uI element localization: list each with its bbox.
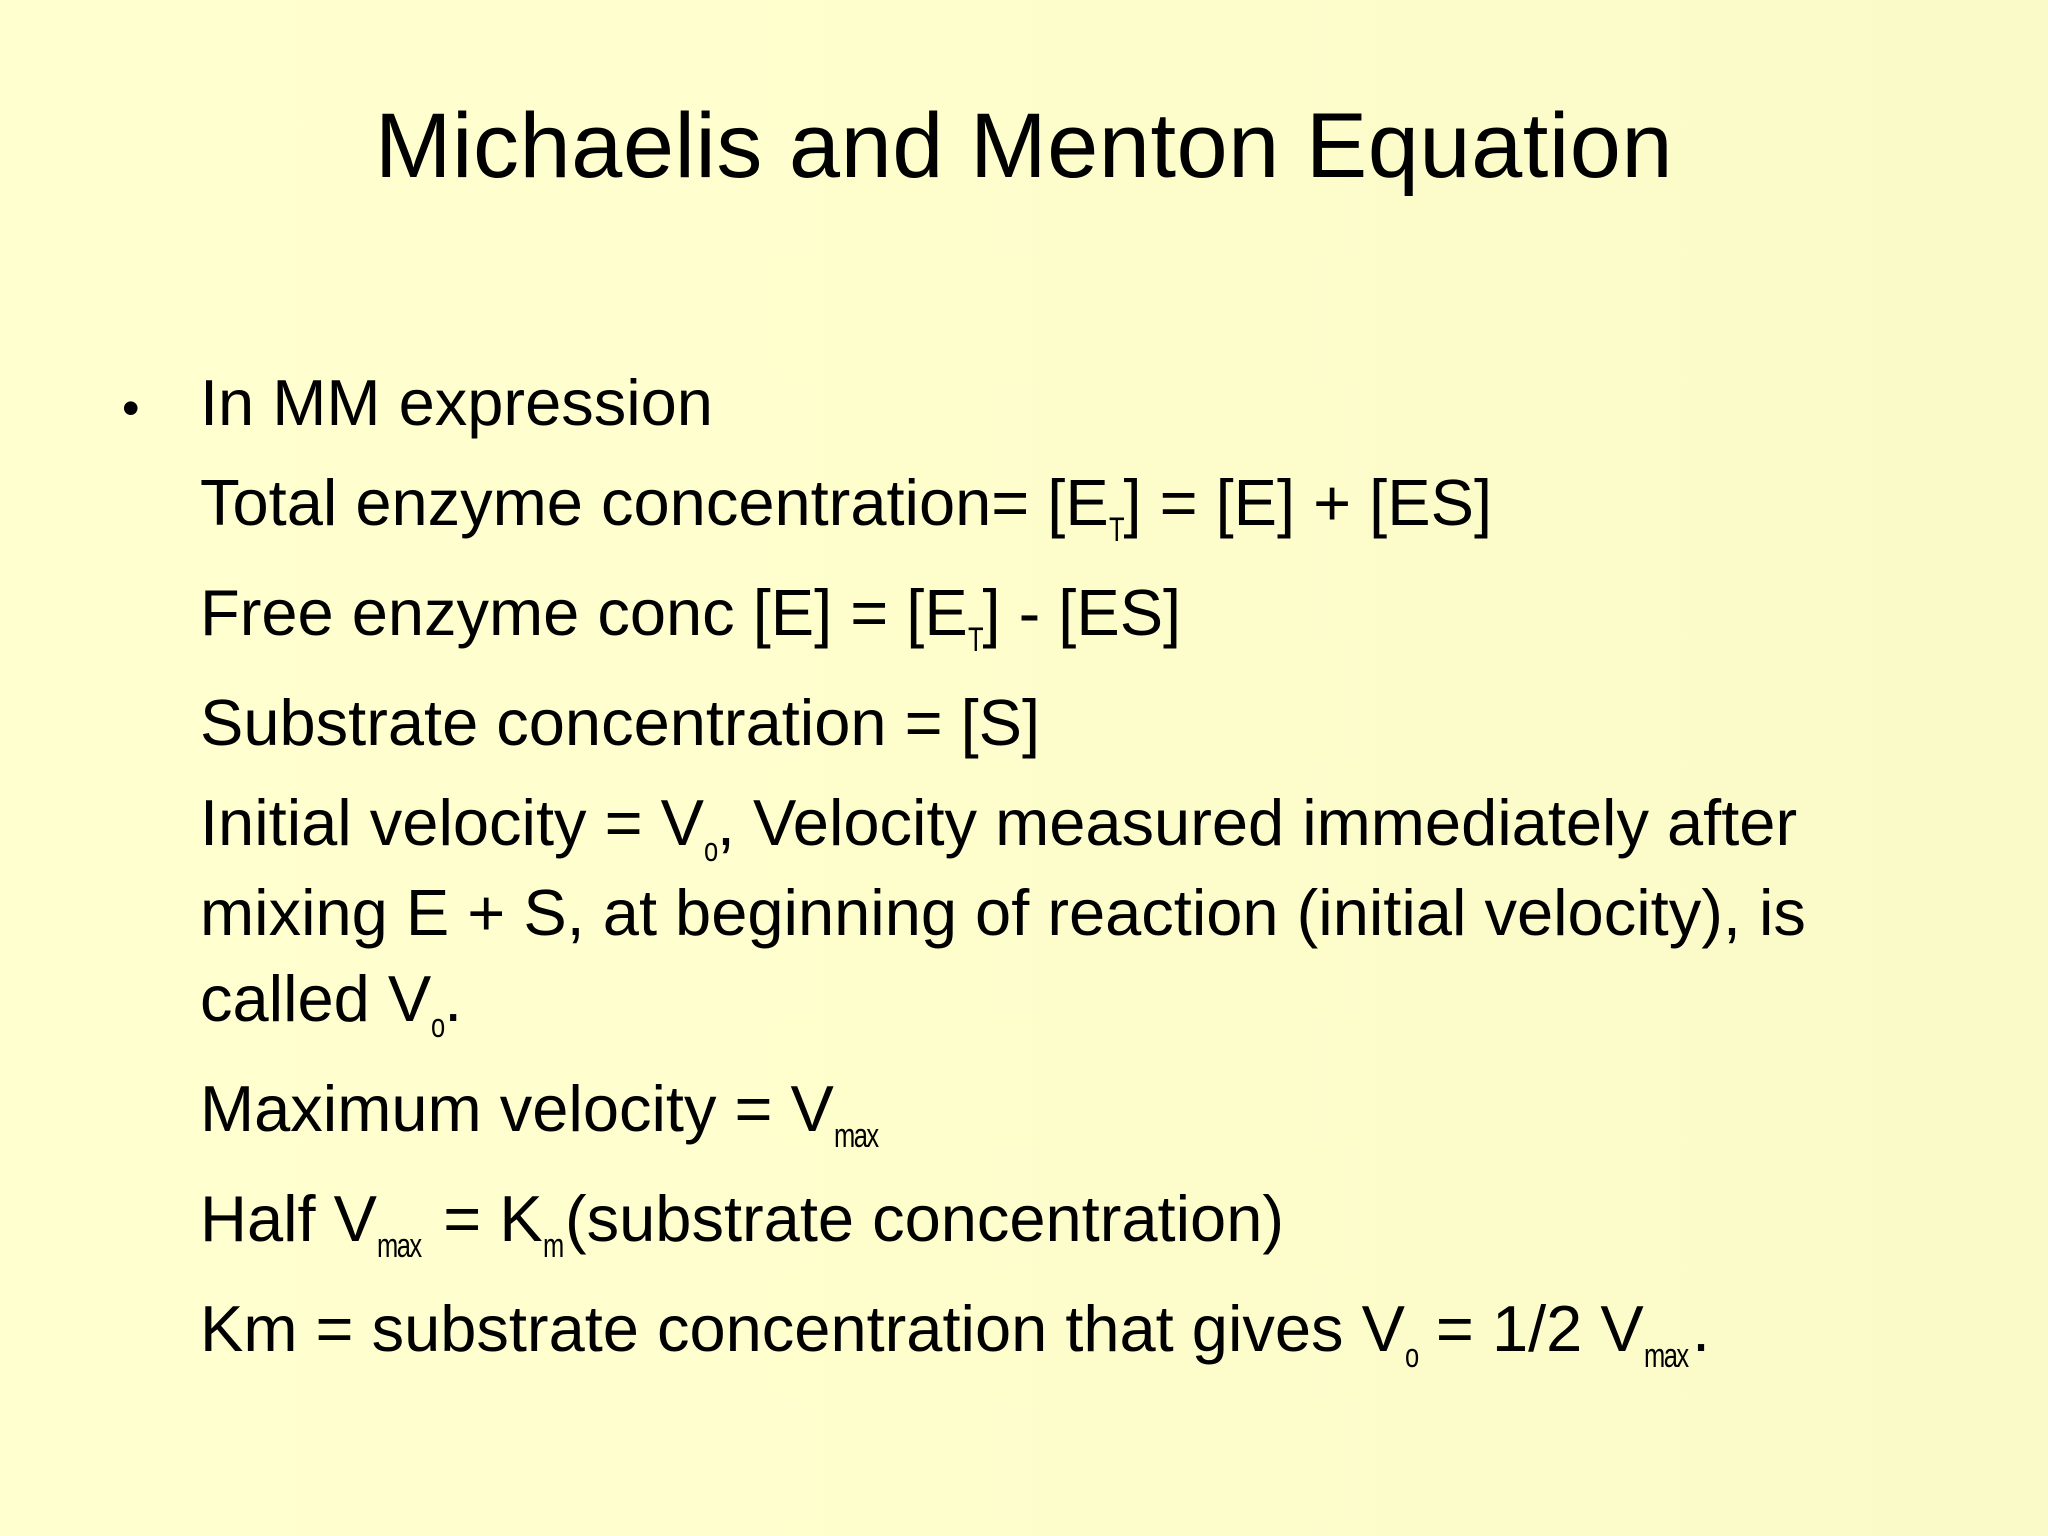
text: (substrate concentration) — [565, 1182, 1284, 1255]
slide-title: Michaelis and Menton Equation — [374, 95, 1674, 197]
text: Total enzyme concentration= [E — [200, 466, 1109, 539]
text: Maximum velocity = V — [200, 1072, 834, 1145]
line-total-enzyme — [200, 466, 1492, 551]
subscript: o — [703, 831, 717, 869]
subscript: max — [377, 1227, 421, 1265]
line-initial-velocity-cont: mixing E + S, at beginning of reaction (initial velocity), is — [200, 876, 1806, 949]
text: = K — [425, 1182, 543, 1255]
subscript: m — [542, 1227, 563, 1265]
bullet-marker: • — [122, 380, 140, 436]
line-initial-velocity — [200, 786, 1797, 871]
subscript: o — [1404, 1337, 1418, 1375]
line-max-velocity — [200, 1072, 882, 1157]
text: . — [444, 962, 463, 1035]
line-intro: In MM expression — [200, 366, 713, 439]
subscript: T — [967, 621, 982, 659]
line-substrate: Substrate concentration = [S] — [200, 686, 1041, 759]
text: Free enzyme conc [E] = [E — [200, 576, 968, 649]
subscript: o — [431, 1007, 444, 1045]
text: = 1/2 V — [1417, 1292, 1644, 1365]
text: . — [1691, 1292, 1711, 1365]
text: called V — [200, 962, 432, 1035]
text: Initial velocity = V — [200, 786, 704, 859]
subscript: max — [1643, 1337, 1688, 1375]
line-initial-velocity-end — [200, 962, 462, 1047]
subscript: T — [1108, 511, 1123, 549]
line-free-enzyme — [200, 576, 1181, 661]
text: Km = substrate concentration that gives V — [200, 1292, 1405, 1365]
subscript: max — [833, 1117, 878, 1155]
line-half-vmax — [200, 1182, 1284, 1267]
line-km-definition — [200, 1292, 1710, 1377]
text: ] - [ES] — [982, 576, 1182, 649]
text: , Velocity measured immediately after — [716, 786, 1798, 859]
text: Half V — [200, 1182, 378, 1255]
text: ] = [E] + [ES] — [1123, 466, 1492, 539]
